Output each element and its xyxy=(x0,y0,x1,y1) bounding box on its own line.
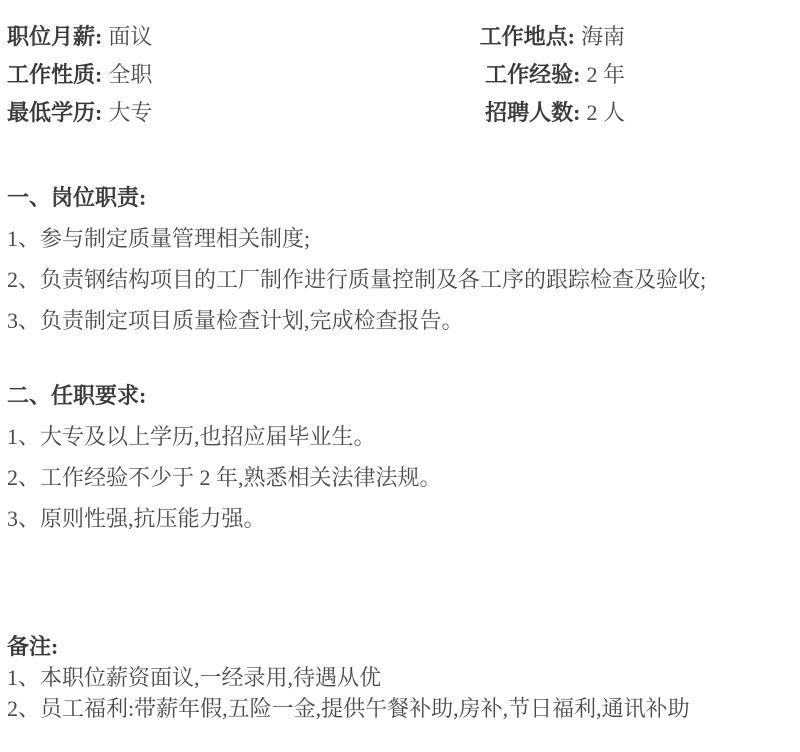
job-meta-right-column xyxy=(480,18,625,132)
responsibility-item-3: 3、负责制定项目质量检查计划,完成检查报告。 xyxy=(7,308,464,333)
experience-label: 工作经验: xyxy=(485,62,581,87)
meta-row-location xyxy=(480,18,625,56)
job-meta xyxy=(7,18,792,132)
section-requirements xyxy=(7,376,792,539)
location-label: 工作地点: xyxy=(479,24,575,49)
education-label: 最低学历: xyxy=(7,100,103,125)
requirement-item-2: 2、工作经验不少于 2 年,熟悉相关法律法规。 xyxy=(7,465,442,490)
requirement-item-1: 1、大专及以上学历,也招应届毕业生。 xyxy=(7,424,376,449)
section-responsibilities xyxy=(7,178,792,341)
meta-row-job-type xyxy=(7,56,480,94)
meta-row-experience xyxy=(480,56,625,94)
responsibility-item-1: 1、参与制定质量管理相关制度; xyxy=(7,226,311,251)
meta-row-education xyxy=(7,94,480,132)
remarks-title: 备注: xyxy=(7,634,59,659)
headcount-label: 招聘人数: xyxy=(485,100,581,125)
responsibilities-title: 一、岗位职责: xyxy=(7,185,147,210)
experience-value: 2 年 xyxy=(586,62,625,87)
remark-item-2: 2、员工福利:带薪年假,五险一金,提供午餐补助,房补,节日福利,通讯补助 xyxy=(7,696,690,721)
job-type-label: 工作性质: xyxy=(7,62,103,87)
salary-label: 职位月薪: xyxy=(7,24,103,49)
requirements-title: 二、任职要求: xyxy=(7,383,147,408)
section-remarks xyxy=(7,631,792,724)
job-meta-left-column xyxy=(7,18,480,132)
remark-item-1: 1、本职位薪资面议,一经录用,待遇从优 xyxy=(7,665,382,690)
location-value: 海南 xyxy=(580,24,625,49)
meta-row-salary xyxy=(7,18,480,56)
requirement-item-3: 3、原则性强,抗压能力强。 xyxy=(7,506,266,531)
job-type-value: 全职 xyxy=(108,62,153,87)
salary-value: 面议 xyxy=(108,24,153,49)
meta-row-headcount xyxy=(480,94,625,132)
responsibility-item-2: 2、负责钢结构项目的工厂制作进行质量控制及各工序的跟踪检查及验收; xyxy=(7,267,707,292)
education-value: 大专 xyxy=(108,100,153,125)
headcount-value: 2 人 xyxy=(586,100,625,125)
